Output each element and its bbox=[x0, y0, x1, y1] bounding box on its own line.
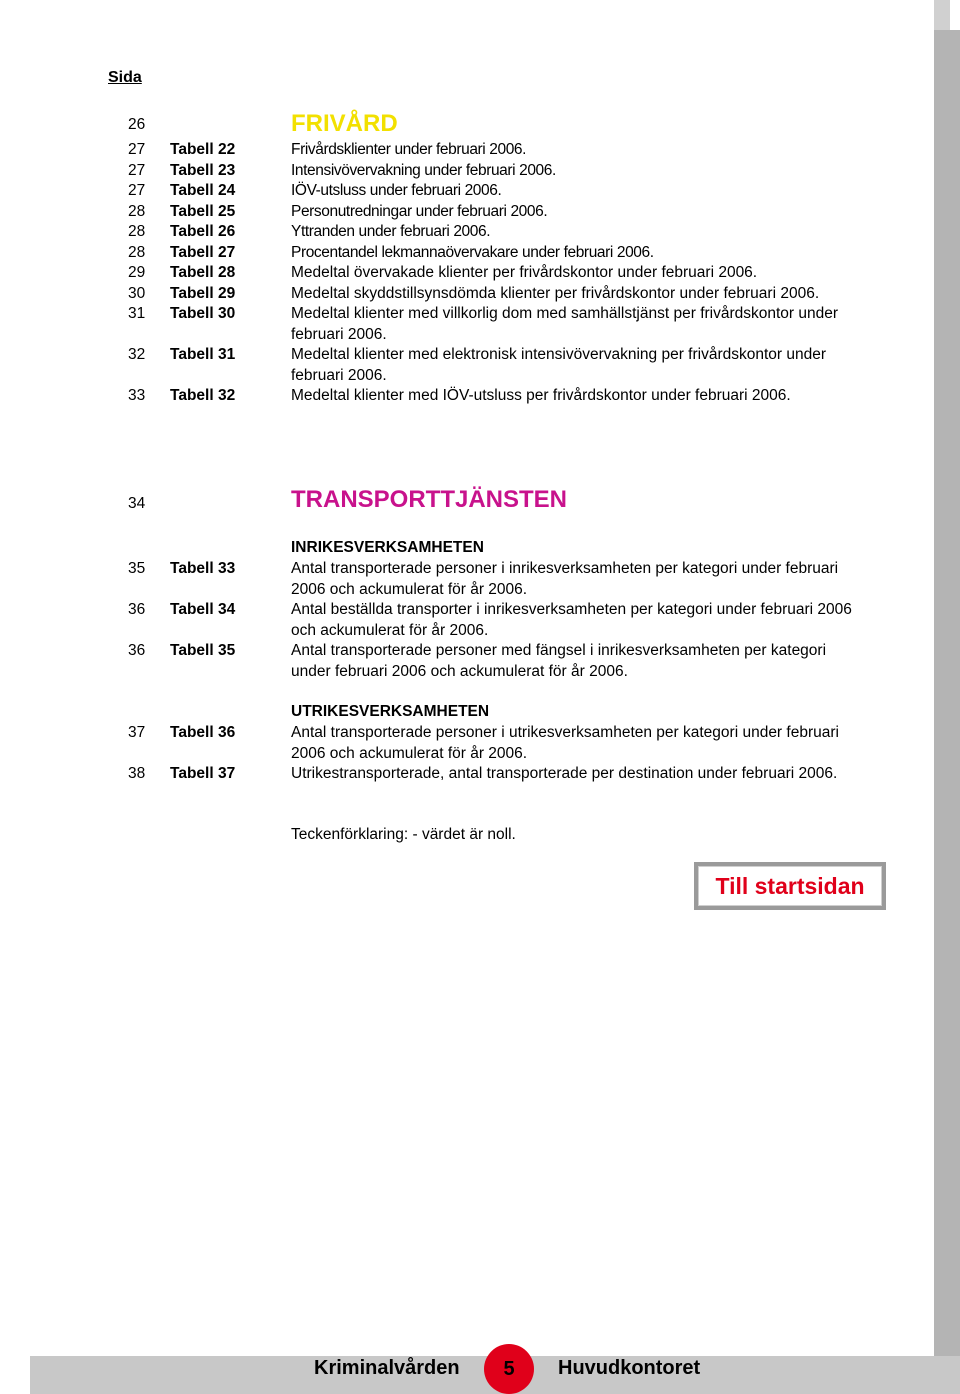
section-title-transport: TRANSPORTTJÄNSTEN bbox=[291, 486, 568, 513]
start-page-button[interactable] bbox=[694, 862, 886, 910]
row-table-id: Tabell 31 bbox=[170, 346, 236, 363]
row-page-number: 32 bbox=[128, 346, 146, 363]
page-footer bbox=[30, 1356, 934, 1394]
row-table-id: Tabell 26 bbox=[170, 223, 236, 240]
row-page-number: 36 bbox=[128, 642, 146, 659]
row-description bbox=[291, 284, 901, 305]
row-page-number: 27 bbox=[128, 161, 146, 179]
section-title-frivard: FRIVÅRD bbox=[291, 110, 398, 137]
row-description-line: Medeltal klienter med villkorlig dom med samhällstjänst per frivårdskontor under bbox=[291, 305, 839, 322]
row-table-id: Tabell 30 bbox=[170, 305, 236, 322]
sida-column-heading: Sida bbox=[108, 69, 142, 86]
page-shadow-top bbox=[934, 0, 950, 30]
row-description-line: Medeltal klienter med elektronisk intensivövervakning per frivårdskontor under bbox=[291, 346, 827, 363]
row-table-id: Tabell 25 bbox=[170, 202, 236, 220]
subheading-domestic: INRIKESVERKSAMHETEN bbox=[291, 539, 484, 556]
row-description-line: Medeltal övervakade klienter per frivårdskontor under februari 2006. bbox=[291, 264, 758, 281]
row-table-id: Tabell 33 bbox=[170, 560, 236, 577]
page-number-badge: 5 bbox=[484, 1344, 534, 1394]
section-page-number: 26 bbox=[128, 116, 146, 133]
row-table-id: Tabell 22 bbox=[170, 141, 236, 158]
row-description bbox=[291, 304, 901, 345]
row-description bbox=[291, 202, 901, 223]
row-description bbox=[291, 140, 901, 161]
row-page-number: 30 bbox=[128, 284, 146, 302]
row-description bbox=[291, 263, 901, 284]
footer-organization: Kriminalvården bbox=[314, 1357, 460, 1379]
row-description-line: Procentandel lekmannaövervakare under februari 2006. bbox=[291, 243, 654, 261]
footer-department: Huvudkontoret bbox=[558, 1357, 701, 1379]
section-page-number: 34 bbox=[128, 495, 146, 512]
row-description-line: februari 2006. bbox=[291, 366, 387, 384]
row-description bbox=[291, 764, 901, 785]
legend-text: Teckenförklaring: - värdet är noll. bbox=[291, 826, 516, 843]
row-table-id: Tabell 32 bbox=[170, 387, 236, 404]
row-description-line: under februari 2006 och ackumulerat för år 2006. bbox=[291, 662, 628, 680]
row-page-number: 28 bbox=[128, 202, 146, 220]
row-page-number: 28 bbox=[128, 223, 146, 240]
row-description bbox=[291, 600, 901, 641]
row-description-line: och ackumulerat för år 2006. bbox=[291, 621, 489, 639]
row-table-id: Tabell 29 bbox=[170, 284, 236, 302]
row-description bbox=[291, 181, 901, 202]
subheading-foreign: UTRIKESVERKSAMHETEN bbox=[291, 703, 490, 720]
row-description-line: Antal transporterade personer i utrikesverksamheten per kategori under februari bbox=[291, 724, 839, 741]
row-description-line: 2006 och ackumulerat för år 2006. bbox=[291, 580, 528, 598]
row-description-line: Antal transporterade personer i inrikesverksamheten per kategori under februari bbox=[291, 560, 839, 577]
row-page-number: 27 bbox=[128, 141, 146, 158]
row-description-line: Medeltal skyddstillsynsdömda klienter per frivårdskontor under februari 2006. bbox=[291, 284, 820, 302]
row-description bbox=[291, 345, 901, 386]
row-description bbox=[291, 243, 901, 264]
row-description-line: 2006 och ackumulerat för år 2006. bbox=[291, 744, 528, 762]
row-description bbox=[291, 641, 901, 682]
row-page-number: 37 bbox=[128, 724, 146, 741]
row-table-id: Tabell 34 bbox=[170, 601, 236, 618]
row-page-number: 35 bbox=[128, 560, 146, 577]
row-description-line: Utrikestransporterade, antal transporterade per destination under februari 2006. bbox=[291, 765, 838, 782]
row-description bbox=[291, 386, 901, 407]
row-page-number: 31 bbox=[128, 305, 146, 322]
row-description-line: Medeltal klienter med IÖV-utsluss per frivårdskontor under februari 2006. bbox=[291, 387, 791, 404]
row-page-number: 33 bbox=[128, 387, 146, 404]
row-table-id: Tabell 36 bbox=[170, 724, 236, 741]
row-description-line: februari 2006. bbox=[291, 325, 387, 343]
page-shadow-right bbox=[934, 30, 960, 1394]
row-page-number: 29 bbox=[128, 264, 146, 281]
row-page-number: 36 bbox=[128, 601, 146, 618]
row-description bbox=[291, 559, 901, 600]
start-page-button-label[interactable]: Till startsidan bbox=[698, 866, 882, 906]
row-description-line: IÖV-utsluss under februari 2006. bbox=[291, 182, 502, 199]
row-description-line: Antal beställda transporter i inrikesverksamheten per kategori under februari 2006 bbox=[291, 601, 852, 618]
row-page-number: 28 bbox=[128, 243, 146, 261]
row-description-line: Antal transporterade personer med fängsel i inrikesverksamheten per kategori bbox=[291, 642, 827, 659]
row-table-id: Tabell 35 bbox=[170, 642, 236, 659]
row-table-id: Tabell 28 bbox=[170, 264, 236, 281]
row-table-id: Tabell 27 bbox=[170, 243, 236, 261]
row-description-line: Intensivövervakning under februari 2006. bbox=[291, 161, 556, 179]
row-description-line: Personutredningar under februari 2006. bbox=[291, 202, 548, 220]
row-page-number: 27 bbox=[128, 182, 146, 199]
row-description-line: Frivårdsklienter under februari 2006. bbox=[291, 141, 527, 158]
row-table-id: Tabell 37 bbox=[170, 765, 236, 782]
row-description bbox=[291, 222, 901, 243]
row-description bbox=[291, 723, 901, 764]
row-table-id: Tabell 23 bbox=[170, 161, 236, 179]
row-description-line: Yttranden under februari 2006. bbox=[291, 223, 491, 240]
row-page-number: 38 bbox=[128, 765, 146, 782]
row-table-id: Tabell 24 bbox=[170, 182, 236, 199]
row-description bbox=[291, 161, 901, 182]
